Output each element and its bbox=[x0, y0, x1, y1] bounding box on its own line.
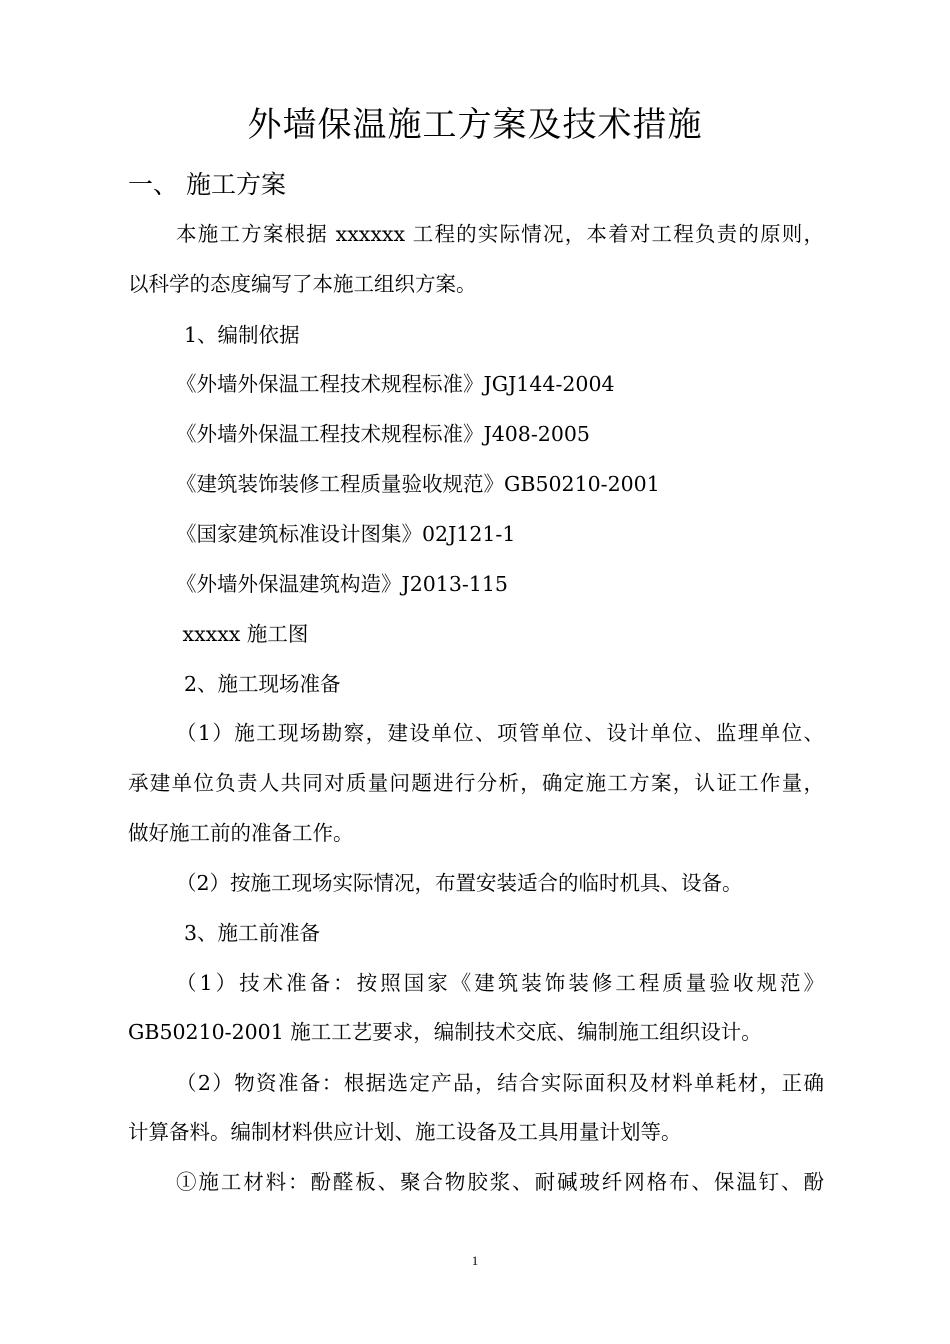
basis-heading: 1、编制依据 bbox=[184, 323, 300, 347]
reference-item: 《外墙外保温工程技术规程标准》JGJ144-2004 bbox=[176, 372, 615, 396]
prep-paragraph-line: （2）物资准备：根据选定产品，结合实际面积及材料单耗材，正确 bbox=[176, 1071, 824, 1095]
document-title: 外墙保温施工方案及技术措施 bbox=[247, 105, 703, 145]
page-number: 1 bbox=[471, 1253, 479, 1268]
prep-heading: 3、施工前准备 bbox=[184, 921, 321, 945]
site-paragraph-2: （2）按施工现场实际情况，布置安装适合的临时机具、设备。 bbox=[176, 871, 743, 895]
prep-paragraph-line: 计算备料。编制材料供应计划、施工设备及工具用量计划等。 bbox=[128, 1120, 682, 1144]
section-title: 施工方案 bbox=[186, 170, 287, 199]
reference-item: 《外墙外保温建筑构造》J2013-115 bbox=[176, 572, 508, 596]
site-paragraph-line: 承建单位负责人共同对质量问题进行分析，确定施工方案，认证工作量， bbox=[128, 771, 824, 795]
reference-item: 《国家建筑标准设计图集》02J121-1 bbox=[176, 522, 516, 546]
intro-line-2: 以科学的态度编写了本施工组织方案。 bbox=[128, 272, 477, 296]
prep-paragraph-line: （1）技术准备：按照国家《建筑装饰装修工程质量验收规范》 bbox=[176, 971, 824, 995]
site-paragraph-line: 做好施工前的准备工作。 bbox=[128, 821, 354, 845]
site-paragraph-line: （1）施工现场勘察，建设单位、项管单位、设计单位、监理单位、 bbox=[176, 721, 824, 745]
site-heading: 2、施工现场准备 bbox=[184, 672, 341, 696]
reference-item: 《外墙外保温工程技术规程标准》J408-2005 bbox=[176, 422, 590, 446]
section-heading bbox=[128, 165, 286, 205]
intro-line-1: 本施工方案根据 xxxxxx 工程的实际情况，本着对工程负责的原则， bbox=[176, 222, 824, 246]
materials-line: ①施工材料：酚醛板、聚合物胶浆、耐碱玻纤网格布、保温钉、酚 bbox=[176, 1170, 824, 1194]
section-number: 一、 bbox=[128, 170, 179, 199]
reference-item: 《建筑装饰装修工程质量验收规范》GB50210-2001 bbox=[176, 472, 660, 496]
prep-paragraph-line: GB50210-2001 施工工艺要求，编制技术交底、编制施工组织设计。 bbox=[128, 1020, 762, 1044]
reference-item: xxxxx 施工图 bbox=[176, 622, 309, 646]
